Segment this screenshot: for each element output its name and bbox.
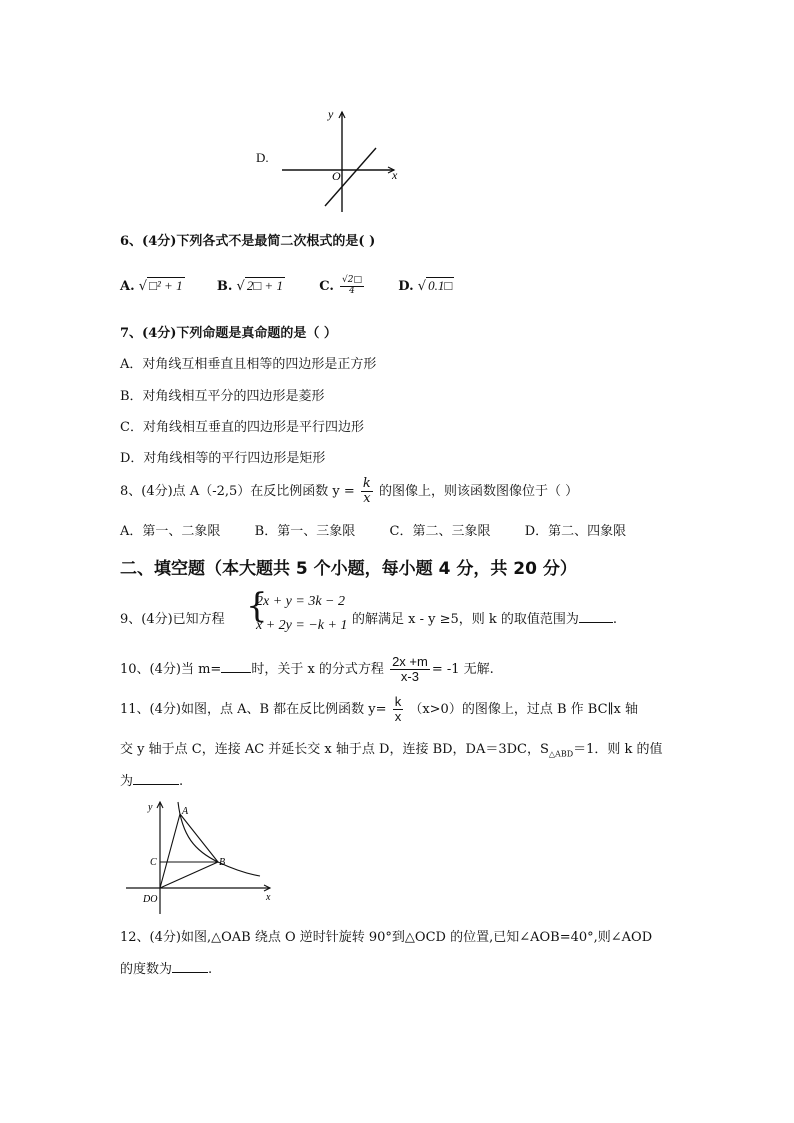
answer-blank[interactable] <box>221 660 251 673</box>
origin-label: O <box>332 169 341 183</box>
q11-line3-pre: 为 <box>120 774 134 789</box>
sqrt-icon: √ <box>138 278 148 294</box>
brace-icon: { <box>246 586 268 626</box>
answer-blank[interactable] <box>172 960 208 973</box>
q9-system <box>246 586 356 640</box>
point-do-label: DO <box>143 894 158 905</box>
q10-pre: 10、(4分)当 m= <box>120 662 222 677</box>
q8-options <box>120 520 626 539</box>
point-c-label: C <box>150 857 157 868</box>
section-heading: 二、填空题（本大题共 5 个小题，每小题 4 分，共 20 分） <box>120 559 577 579</box>
q12-line2-end: . <box>208 962 213 977</box>
q10-frac-num: 2x +m <box>392 653 428 669</box>
q11-line2-text: 交 y 轴于点 C，连接 AC 并延长交 x 轴于点 D，连接 BD，DA＝3DC，S <box>120 742 549 757</box>
q11-figure <box>120 796 280 916</box>
q6-options <box>120 276 454 298</box>
q10-stem <box>120 650 494 690</box>
q12-line2-pre: 的度数为 <box>120 962 173 977</box>
q10-post: = -1 无解. <box>431 662 494 677</box>
q6-d-expr: 0.1□ <box>428 277 453 293</box>
q11-line1-pre: 11、(4分)如图，点 A、B 都在反比例函数 y= <box>120 702 387 717</box>
q8-stem-pre: 8、(4分)点 A（-2,5）在反比例函数 y = <box>120 484 355 499</box>
point-b-label: B <box>219 857 226 868</box>
q8-fraction <box>361 477 373 507</box>
q6-b-expr: 2□ + 1 <box>246 277 283 293</box>
q9-eq1: 2x + y = 3k − 2 <box>256 594 345 609</box>
q8-option-b: B．第一、三象限 <box>254 524 356 539</box>
q8-stem <box>120 472 578 512</box>
x-axis-label: x <box>392 168 398 182</box>
q8-option-d: D．第二、四象限 <box>524 524 627 539</box>
q6-c-label: C. <box>319 278 334 294</box>
q11-line2-post: ＝1．则 k 的值 <box>573 742 663 757</box>
q11-line2-sub: △ABD <box>548 749 574 759</box>
y-label: y <box>148 802 153 813</box>
option-d-label: D. <box>256 150 269 165</box>
q9-pre: 9、(4分)已知方程 <box>120 612 225 627</box>
q8-option-a: A．第一、二象限 <box>120 524 221 539</box>
q6-c-den: 4 <box>349 285 355 296</box>
q10-fraction <box>390 655 430 685</box>
option-d-graph <box>280 106 405 214</box>
q8-stem-post: 的图像上，则该函数图像位于（ ） <box>378 484 579 499</box>
q7-option-a: A．对角线互相垂直且相等的四边形是正方形 <box>120 357 377 372</box>
q7-option-c: C．对角线相互垂直的四边形是平行四边形 <box>120 420 364 435</box>
segment-ab <box>180 814 218 862</box>
q11-frac-num: k <box>394 693 402 709</box>
q6-c-fraction <box>340 276 364 297</box>
point-a-label: A <box>182 806 189 817</box>
q11-line1 <box>120 690 638 730</box>
q8-option-c: C．第二、三象限 <box>389 524 491 539</box>
q9-post-text: 的解满足 x - y ≥5，则 k 的取值范围为 <box>352 612 579 627</box>
q8-frac-num: k <box>362 475 371 491</box>
q6-stem: 6、(4分)下列各式不是最简二次根式的是( ) <box>120 234 376 249</box>
segment-da <box>160 814 180 888</box>
sqrt-icon: √ <box>236 278 245 294</box>
q6-a-label: A. <box>120 278 135 294</box>
q11-frac-den: x <box>394 709 402 724</box>
q9-eq2: x + 2y = −k + 1 <box>256 618 348 633</box>
q6-a-expr: □² + 1 <box>149 277 183 293</box>
q7-stem: 7、(4分)下列命题是真命题的是（ ） <box>120 326 337 341</box>
q10-frac-den: x-3 <box>400 669 419 684</box>
q11-line1-post: （x>0）的图像上，过点 B 作 BC∥x 轴 <box>409 702 638 717</box>
q11-fraction <box>393 695 404 725</box>
answer-blank[interactable] <box>579 610 613 623</box>
q7-option-d: D．对角线相等的平行四边形是矩形 <box>120 451 326 466</box>
q6-c-num: √2□ <box>342 275 362 285</box>
answer-blank[interactable] <box>133 772 179 785</box>
q12-line1: 12、(4分)如图,△OAB 绕点 O 逆时针旋转 90°到△OCD 的位置,已知∠AOB=40°,则∠AOD <box>120 930 653 945</box>
sqrt-icon: √ <box>417 278 427 294</box>
q11-line3-end: . <box>179 774 184 789</box>
q11-line3 <box>120 770 183 789</box>
q6-b-label: B. <box>216 278 233 294</box>
q7-option-b: B．对角线相互平分的四边形是菱形 <box>120 389 325 404</box>
segment-db <box>160 862 218 888</box>
q8-frac-den: x <box>363 491 371 506</box>
q11-line2 <box>120 738 663 759</box>
y-axis-label: y <box>328 107 334 121</box>
q6-d-label: D. <box>398 278 414 294</box>
q9-post <box>352 608 617 627</box>
q10-mid: 时，关于 x 的分式方程 <box>251 662 384 677</box>
q12-line2 <box>120 958 212 977</box>
x-label: x <box>266 892 271 903</box>
q9-end: . <box>612 612 618 627</box>
